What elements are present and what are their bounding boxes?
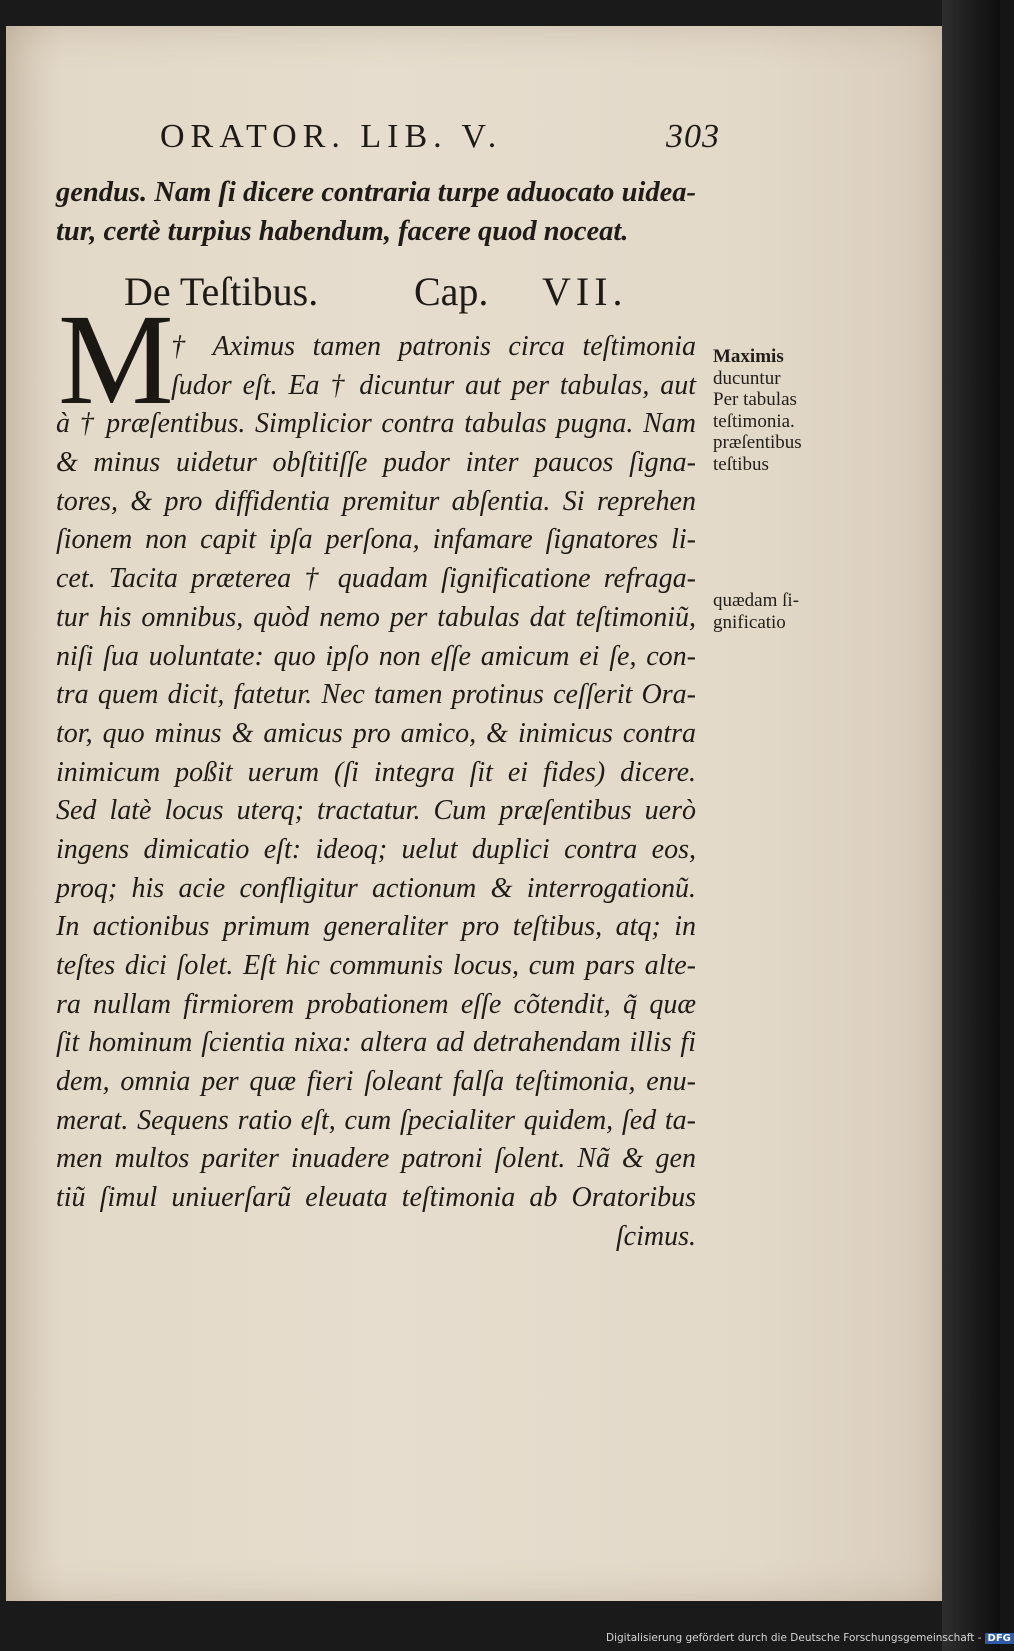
text-line: men multos pariter inuadere patroni ſolent. Nã & gen [56,1143,696,1175]
margin-note: gnificatio [713,611,786,633]
dfg-logo: DFG [985,1633,1014,1644]
margin-note-group-1 [713,346,863,475]
text-line: proq; his acie confligitur actionum & interrogationũ. [56,872,696,904]
text-line: tra quem dicit, fatetur. Nec tamen protinus ceſſerit Ora- [56,679,696,711]
chapter-text [56,328,696,1257]
heading-number: VII. [542,269,628,314]
running-header [160,118,720,168]
header-title: ORATOR. LIB. V. [160,118,503,155]
text-line: gendus. Nam ſi dicere contraria turpe aduocato uidea- [56,177,696,208]
text-line: tur his omnibus, quòd nemo per tabulas dat teſtimoniũ, [56,601,696,633]
drop-capital: M [58,288,174,432]
text-line: † Aximus tamen patronis circa teſtimonia [171,331,696,362]
text-line: ingens dimicatio eſt: ideoq; uelut duplici contra eos, [56,833,696,865]
text-line: à † præſentibus. Simplicior contra tabulas pugna. Nam [56,408,696,440]
margin-note: Per tabulas [713,389,797,410]
text-line: merat. Sequens ratio eſt, cum ſpecialiter quidem, ſed ta- [56,1104,696,1136]
text-line: ſudor eſt. Ea † dicuntur aut per tabulas, aut [171,369,696,401]
heading-cap: Cap. [414,269,489,314]
margin-note: teſtibus [713,453,769,475]
text-line: tores, & pro diffidentia premitur abſentia. Si reprehen [56,485,696,517]
text-line: dem, omnia per quæ fieri ſoleant falſa teſtimonia, enu- [56,1066,696,1098]
text-line: tur, certè turpius habendum, facere quod noceat. [56,215,629,247]
margin-note: ducuntur [713,367,781,389]
text-line: ra nullam firmiorem probationem eſſe cõtendit, q̃ quæ [56,988,696,1020]
text-line: tiũ ſimul uniuerſarũ eleuata teſtimonia ab Oratoribus [56,1182,696,1214]
book-edge [942,0,1000,1651]
text-line: ſionem non capit ipſa perſona, infamare ſignatores li- [56,524,696,556]
heading-title: De Teſtibus. [124,269,319,314]
intro-paragraph [56,174,696,251]
page-number: 303 [666,118,720,155]
margin-note: præſentibus [713,432,802,453]
margin-note: Maximis [713,346,784,367]
digitization-credit [606,1632,1011,1650]
margin-note: quædam ſi- [713,590,800,611]
text-line: In actionibus primum generaliter pro teſtibus, atq; in [56,911,696,943]
margin-note: teſtimonia. [713,410,795,432]
text-line: tor, quo minus & amicus pro amico, & inimicus contra [56,717,696,749]
credit-text: Digitalisierung gefördert durch die Deutsche Forschungsgemeinschaft - [606,1632,982,1644]
text-line: inimicum poßit uerum (ſi integra ſit ei fides) dicere. [56,756,696,788]
text-line: Sed latè locus uterq; tractatur. Cum præſentibus uerò [56,795,696,827]
text-line: ſit hominum ſcientia nixa: altera ad detrahendam illis fi [56,1027,696,1059]
text-line: & minus uidetur obſtitiſſe pudor inter paucos ſigna- [56,447,696,479]
margin-note-group-2 [713,590,863,633]
text-line: teſtes dici ſolet. Eſt hic communis locus, cum pars alte- [56,950,696,981]
text-line: ſcimus. [615,1220,696,1252]
text-line: cet. Tacita præterea † quadam ſignificatione refraga- [56,563,696,595]
text-line: niſi ſua uoluntate: quo ipſo non eſſe amicum ei ſe, con- [56,640,696,672]
